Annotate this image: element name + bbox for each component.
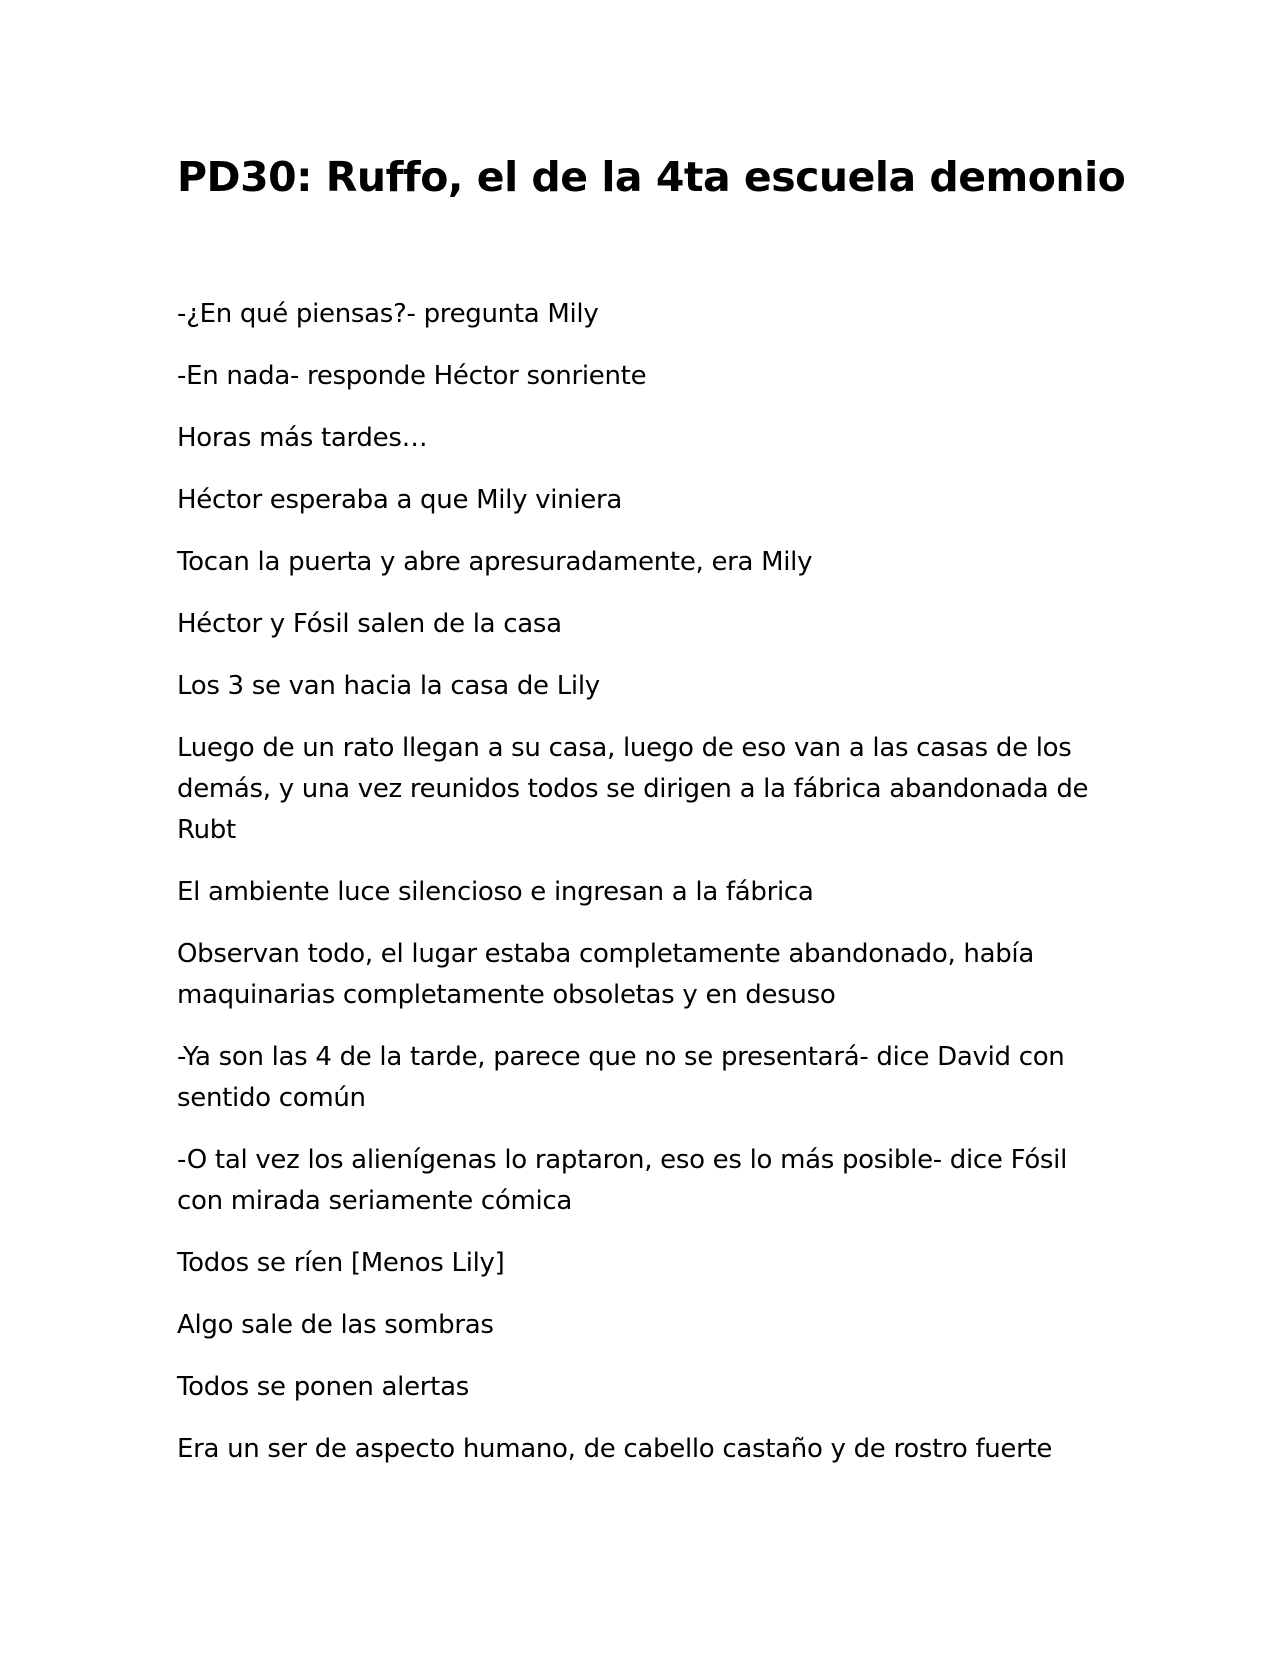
paragraph: Luego de un rato llegan a su casa, luego de eso van a las casas de los demás, y una vez reunidos todos se dirigen a la fábrica abandonada de Rubt: [177, 733, 1089, 845]
paragraph: Todos se ponen alertas: [177, 1372, 469, 1402]
paragraph: Horas más tardes…: [177, 423, 428, 453]
paragraph: El ambiente luce silencioso e ingresan a la fábrica: [177, 877, 814, 907]
paragraph: Tocan la puerta y abre apresuradamente, era Mily: [177, 547, 813, 577]
document-title: PD30: Ruffo, el de la 4ta escuela demonio: [177, 153, 1126, 201]
document-body: [177, 294, 1112, 1491]
paragraph: Los 3 se van hacia la casa de Lily: [177, 671, 600, 701]
paragraph: -En nada- responde Héctor sonriente: [177, 361, 647, 391]
paragraph: -O tal vez los alienígenas lo raptaron, eso es lo más posible- dice Fósil con mirada seriamente cómica: [177, 1145, 1068, 1216]
paragraph: -Ya son las 4 de la tarde, parece que no se presentará- dice David con sentido común: [177, 1042, 1065, 1113]
paragraph: Algo sale de las sombras: [177, 1310, 494, 1340]
paragraph: Todos se ríen [Menos Lily]: [177, 1248, 505, 1278]
paragraph: Héctor y Fósil salen de la casa: [177, 609, 562, 639]
paragraph: -¿En qué piensas?- pregunta Mily: [177, 299, 599, 329]
paragraph: Observan todo, el lugar estaba completamente abandonado, había maquinarias completamente obsoletas y en desuso: [177, 939, 1034, 1010]
paragraph: Héctor esperaba a que Mily viniera: [177, 485, 622, 515]
paragraph: Era un ser de aspecto humano, de cabello castaño y de rostro fuerte: [177, 1434, 1053, 1464]
